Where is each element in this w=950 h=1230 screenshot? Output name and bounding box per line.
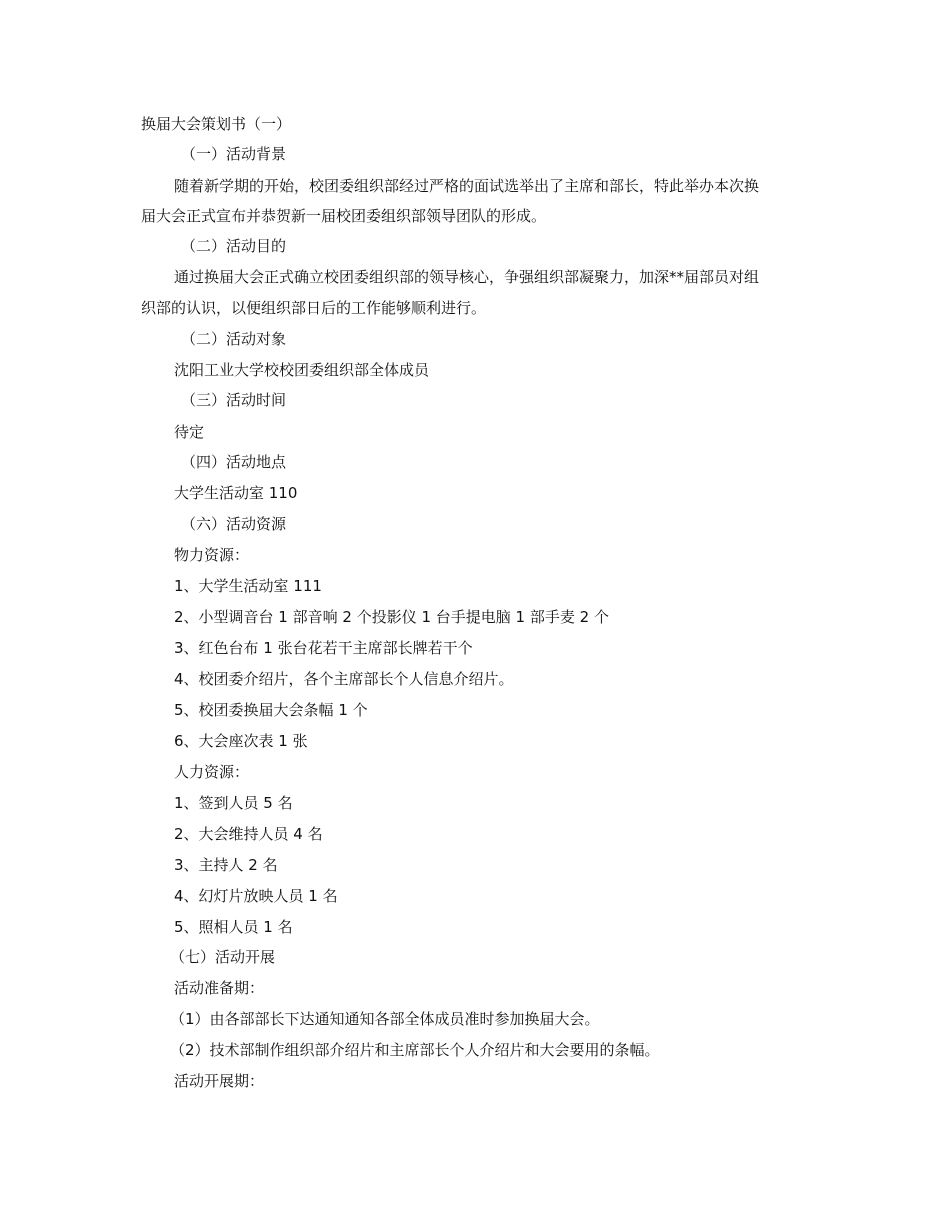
- material-resources-label: 物力资源：: [174, 546, 250, 564]
- human-item: 1、签到人员 5 名: [174, 794, 293, 812]
- preparation-item: （1）由各部部长下达通知通知各部全体成员准时参加换届大会。: [170, 1010, 600, 1028]
- execution-period-label: 活动开展期：: [174, 1072, 265, 1090]
- human-item: 5、照相人员 1 名: [174, 918, 293, 936]
- human-item: 3、主持人 2 名: [174, 856, 278, 874]
- purpose-paragraph-line-2: 织部的认识，以便组织部日后的工作能够顺利进行。: [141, 299, 487, 317]
- background-paragraph-line-2: 届大会正式宣布并恭贺新一届校团委组织部领导团队的形成。: [141, 207, 547, 225]
- heading-execution: （七）活动开展: [170, 948, 276, 966]
- heading-resources: （六）活动资源: [181, 515, 287, 533]
- target-content: 沈阳工业大学校校团委组织部全体成员: [174, 361, 430, 379]
- human-resources-label: 人力资源：: [174, 763, 250, 781]
- material-item: 2、小型调音台 1 部音响 2 个投影仪 1 台手提电脑 1 部手麦 2 个: [174, 608, 609, 626]
- preparation-item: （2）技术部制作组织部介绍片和主席部长个人介绍片和大会要用的条幅。: [170, 1041, 660, 1059]
- heading-time: （三）活动时间: [181, 391, 287, 409]
- material-item: 3、红色台布 1 张台花若干主席部长牌若干个: [174, 639, 473, 657]
- material-item: 5、校团委换届大会条幅 1 个: [174, 701, 368, 719]
- heading-background: （一）活动背景: [181, 145, 287, 163]
- material-item: 1、大学生活动室 111: [174, 577, 322, 595]
- document-title: 换届大会策划书（一）: [141, 115, 292, 133]
- preparation-label: 活动准备期：: [174, 979, 265, 997]
- time-content: 待定: [174, 423, 205, 441]
- material-item: 6、大会座次表 1 张: [174, 732, 308, 750]
- purpose-paragraph-line-1: 通过换届大会正式确立校团委组织部的领导核心，争强组织部凝聚力，加深**届部员对组: [174, 268, 760, 286]
- material-item: 4、校团委介绍片，各个主席部长个人信息介绍片。: [174, 670, 514, 688]
- venue-content: 大学生活动室 110: [174, 484, 298, 502]
- human-item: 4、幻灯片放映人员 1 名: [174, 887, 338, 905]
- heading-target: （二）活动对象: [181, 330, 287, 348]
- heading-purpose: （二）活动目的: [181, 237, 287, 255]
- heading-venue: （四）活动地点: [181, 453, 287, 471]
- human-item: 2、大会维持人员 4 名: [174, 825, 323, 843]
- background-paragraph-line-1: 随着新学期的开始，校团委组织部经过严格的面试选举出了主席和部长，特此举办本次换: [174, 177, 760, 195]
